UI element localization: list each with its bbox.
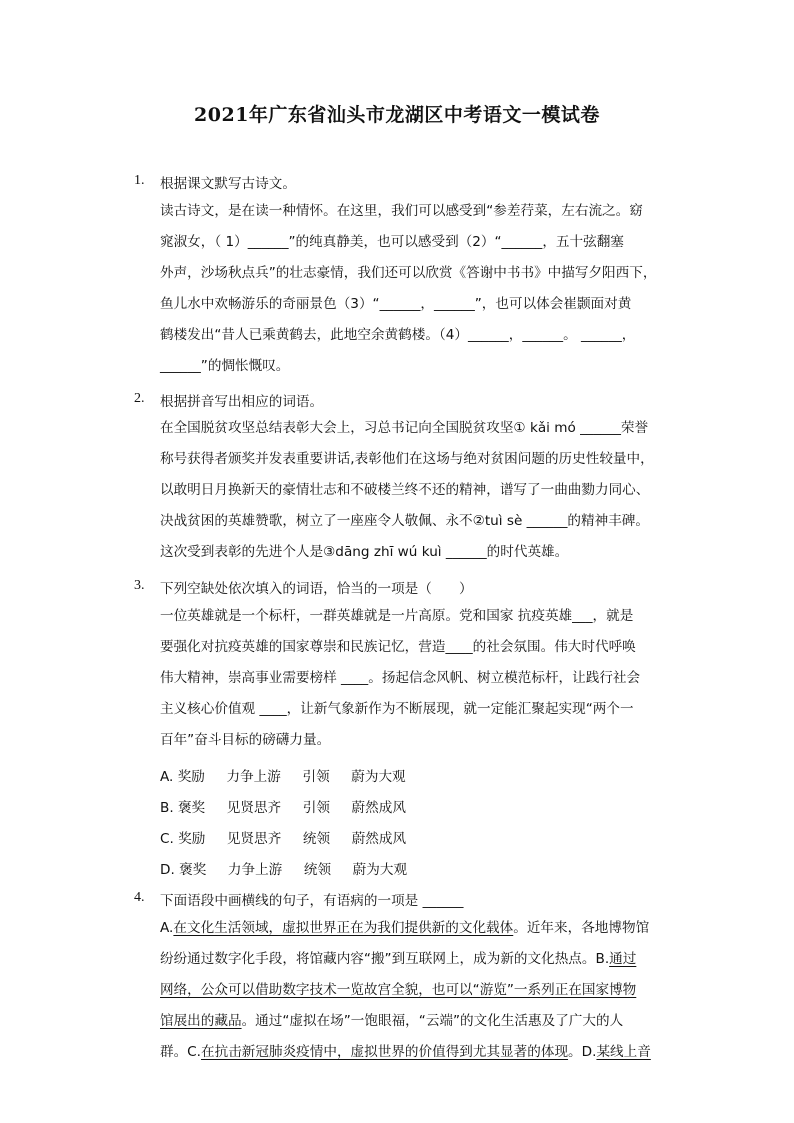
question-passage [160, 913, 670, 1068]
passage-line [160, 975, 670, 1006]
passage-line: 读古诗文，是在读一种情怀。在这里，我们可以感受到“参差荇菜，左右流之。窈 [160, 203, 643, 219]
passage-text: 群。C. [160, 1044, 202, 1060]
question-number: 1. [134, 173, 145, 188]
answer-option-b[interactable]: B. 褒奖 见贤思齐 引领 蔚然成风 [160, 800, 406, 816]
passage-line: 百年”奋斗目标的磅礴力量。 [160, 732, 331, 748]
passage-text: 纷纷通过数字化手段，将馆藏内容“搬”到互联网上，成为新的文化热点。B. [160, 951, 610, 967]
passage-line: ______”的惆怅慨叹。 [160, 358, 290, 374]
passage-line [160, 1006, 670, 1037]
passage-line: 窕淑女，（ 1）______”的纯真静美，也可以感受到（2）“______，五十弦翻塞 [160, 234, 624, 250]
question-number: 4. [134, 890, 145, 905]
passage-line: 称号获得者颁奖并发表重要讲话,表彰他们在这场与绝对贫困问题的历史性较量中， [160, 451, 654, 467]
passage-line [160, 1037, 670, 1068]
passage-line: 伟大精神，崇高事业需要榜样 ____。扬起信念风帆、树立模范标杆，让践行社会 [160, 670, 641, 686]
question-prompt: 下列空缺处依次填入的词语，恰当的一项是（ ） [160, 581, 473, 597]
passage-line [160, 944, 670, 975]
passage-line: 主义核心价值观 ____，让新气象新作为不断展现，就一定能汇聚起实现“两个一 [160, 701, 634, 717]
underlined-sentence: 某线上音 [596, 1044, 651, 1060]
passage-line: 以敢明日月换新天的豪情壮志和不破楼兰终不还的精神，谱写了一曲曲勠力同心、 [160, 482, 650, 498]
passage-line: 决战贫困的英雄赞歌，树立了一座座令人敬佩、永不②tuì sè ______的精神丰碑。 [160, 513, 649, 529]
sentence-label: A. [160, 920, 174, 936]
question-number: 3. [134, 578, 145, 593]
passage-text: 。近年来，各地博物馆 [513, 920, 650, 936]
question-number: 2. [134, 391, 145, 406]
answer-option-a[interactable]: A. 奖励 力争上游 引领 蔚为大观 [160, 769, 406, 785]
passage-line [160, 913, 670, 944]
underlined-sentence: 在文化生活领域，虚拟世界正在为我们提供新的文化载体 [173, 920, 514, 936]
question-passage [160, 601, 670, 756]
question-passage [160, 196, 670, 382]
passage-line: 鹤楼发出“昔人已乘黄鹤去，此地空余黄鹤楼。（4）______，______。 ______， [160, 327, 636, 343]
question-prompt: 下面语段中画横线的句子，有语病的一项是 ______ [160, 893, 464, 909]
passage-line: 一位英雄就是一个标杆，一群英雄就是一片高原。党和国家 抗疫英雄___，就是 [160, 608, 634, 624]
answer-option-d[interactable]: D. 褒奖 力争上游 统领 蔚为大观 [160, 862, 408, 878]
sentence-label: 。D. [568, 1044, 597, 1060]
underlined-sentence: 馆展出的藏品 [160, 1013, 242, 1029]
underlined-sentence: 在抗击新冠肺炎疫情中，虚拟世界的价值得到尤其显著的体现 [201, 1044, 569, 1060]
passage-text: 。通过“虚拟在场”一饱眼福，“云端”的文化生活惠及了广大的人 [241, 1013, 624, 1029]
passage-line: 要强化对抗疫英雄的国家尊崇和民族记忆，营造____的社会氛围。伟大时代呼唤 [160, 639, 636, 655]
question-passage [160, 413, 670, 568]
underlined-sentence: 网络，公众可以借助数字技术一览故宫全貌，也可以“游览”一系列正在国家博物 [160, 982, 637, 998]
answer-option-c[interactable]: C. 奖励 见贤思齐 统领 蔚然成风 [160, 831, 407, 847]
underlined-sentence: 通过 [609, 951, 637, 967]
passage-line: 这次受到表彰的先进个人是③dāng zhī wú kuì ______的时代英雄。 [160, 544, 569, 560]
passage-line: 鱼儿水中欢畅游乐的奇丽景色（3）“______，______”，也可以体会崔颢面对黄 [160, 296, 632, 312]
passage-line: 在全国脱贫攻坚总结表彰大会上，习总书记向全国脱贫攻坚① kǎi mó ______荣誉 [160, 420, 649, 436]
question-prompt: 根据课文默写古诗文。 [160, 176, 296, 192]
exam-title: 2021年广东省汕头市龙湖区中考语文一模试卷 [194, 104, 600, 126]
question-prompt: 根据拼音写出相应的词语。 [160, 394, 324, 410]
passage-line: 外声，沙场秋点兵”的壮志豪情，我们还可以欣赏《答谢中书书》中描写夕阳西下， [160, 265, 657, 281]
